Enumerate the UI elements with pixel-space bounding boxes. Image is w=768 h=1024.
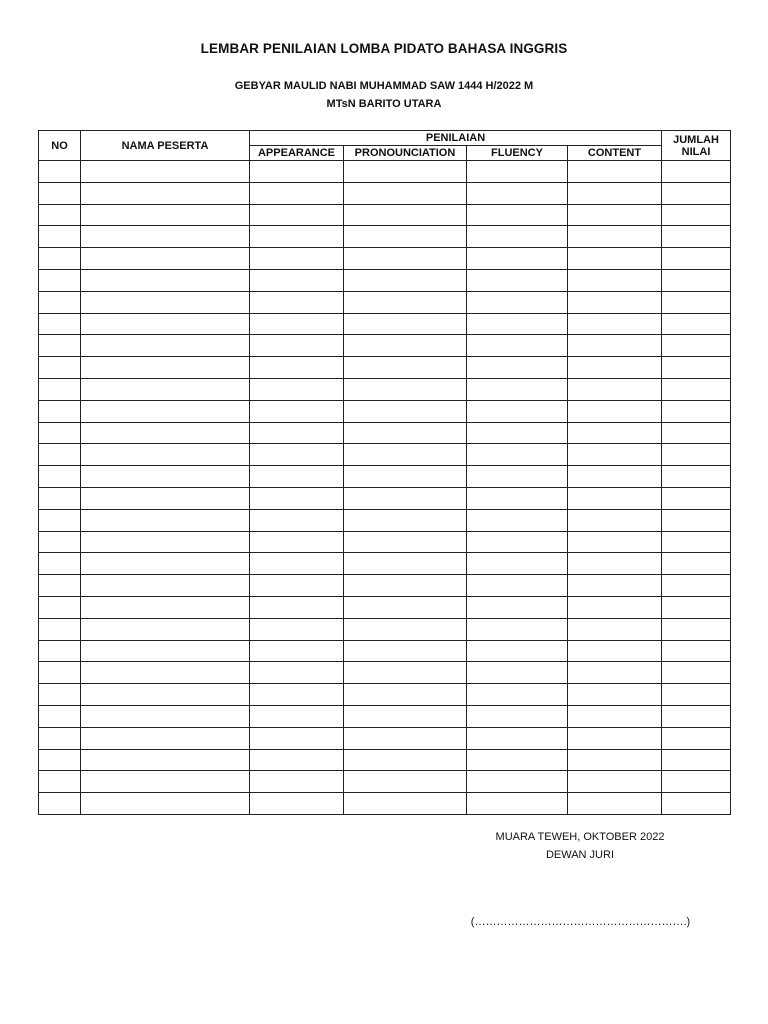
cell-jumlah-nilai[interactable] (662, 487, 731, 509)
document-subtitle-school: MTsN BARITO UTARA (326, 98, 442, 110)
cell-fluency[interactable] (467, 378, 568, 400)
table-row (39, 204, 731, 226)
cell-nama-peserta[interactable] (81, 684, 250, 706)
cell-no[interactable] (39, 444, 81, 466)
cell-jumlah-nilai[interactable] (662, 531, 731, 553)
cell-nama-peserta[interactable] (81, 466, 250, 488)
cell-appearance[interactable] (250, 684, 344, 706)
cell-fluency[interactable] (467, 400, 568, 422)
cell-pronounciation[interactable] (344, 204, 467, 226)
cell-pronounciation[interactable] (344, 422, 467, 444)
cell-fluency[interactable] (467, 466, 568, 488)
cell-nama-peserta[interactable] (81, 182, 250, 204)
table-row (39, 771, 731, 793)
cell-no[interactable] (39, 378, 81, 400)
cell-no[interactable] (39, 182, 81, 204)
cell-fluency[interactable] (467, 226, 568, 248)
cell-appearance[interactable] (250, 662, 344, 684)
signature-line: (………………………………………………….) (470, 916, 691, 928)
cell-pronounciation[interactable] (344, 705, 467, 727)
cell-pronounciation[interactable] (344, 182, 467, 204)
table-row (39, 553, 731, 575)
cell-content[interactable] (568, 684, 662, 706)
table-row (39, 509, 731, 531)
cell-pronounciation[interactable] (344, 793, 467, 815)
table-row (39, 705, 731, 727)
cell-no[interactable] (39, 705, 81, 727)
cell-jumlah-nilai[interactable] (662, 248, 731, 270)
table-row (39, 575, 731, 597)
cell-nama-peserta[interactable] (81, 161, 250, 183)
cell-nama-peserta[interactable] (81, 248, 250, 270)
table-row (39, 161, 731, 183)
cell-jumlah-nilai[interactable] (662, 705, 731, 727)
cell-nama-peserta[interactable] (81, 575, 250, 597)
header-jumlah-line: JUMLAH (673, 133, 719, 146)
cell-jumlah-nilai[interactable] (662, 378, 731, 400)
cell-fluency[interactable] (467, 596, 568, 618)
cell-appearance[interactable] (250, 248, 344, 270)
cell-fluency[interactable] (467, 662, 568, 684)
cell-no[interactable] (39, 596, 81, 618)
cell-pronounciation[interactable] (344, 684, 467, 706)
cell-pronounciation[interactable] (344, 727, 467, 749)
cell-pronounciation[interactable] (344, 269, 467, 291)
cell-pronounciation[interactable] (344, 662, 467, 684)
cell-nama-peserta[interactable] (81, 378, 250, 400)
cell-content[interactable] (568, 618, 662, 640)
cell-no[interactable] (39, 291, 81, 313)
cell-jumlah-nilai[interactable] (662, 269, 731, 291)
cell-jumlah-nilai[interactable] (662, 400, 731, 422)
cell-jumlah-nilai[interactable] (662, 422, 731, 444)
cell-fluency[interactable] (467, 161, 568, 183)
document-subtitle-event: GEBYAR MAULID NABI MUHAMMAD SAW 1444 H/2022 M (234, 80, 534, 92)
cell-jumlah-nilai[interactable] (662, 771, 731, 793)
cell-jumlah-nilai[interactable] (662, 182, 731, 204)
cell-fluency[interactable] (467, 509, 568, 531)
cell-nama-peserta[interactable] (81, 553, 250, 575)
cell-no[interactable] (39, 357, 81, 379)
cell-pronounciation[interactable] (344, 596, 467, 618)
cell-pronounciation[interactable] (344, 335, 467, 357)
cell-content[interactable] (568, 182, 662, 204)
cell-jumlah-nilai[interactable] (662, 640, 731, 662)
cell-pronounciation[interactable] (344, 444, 467, 466)
table-row (39, 357, 731, 379)
cell-jumlah-nilai[interactable] (662, 662, 731, 684)
cell-jumlah-nilai[interactable] (662, 749, 731, 771)
cell-content[interactable] (568, 248, 662, 270)
table-row (39, 313, 731, 335)
cell-appearance[interactable] (250, 596, 344, 618)
cell-content[interactable] (568, 422, 662, 444)
cell-fluency[interactable] (467, 444, 568, 466)
cell-content[interactable] (568, 793, 662, 815)
table-row (39, 596, 731, 618)
cell-pronounciation[interactable] (344, 640, 467, 662)
cell-appearance[interactable] (250, 204, 344, 226)
table-row (39, 466, 731, 488)
cell-appearance[interactable] (250, 531, 344, 553)
cell-appearance[interactable] (250, 771, 344, 793)
cell-appearance[interactable] (250, 182, 344, 204)
cell-jumlah-nilai[interactable] (662, 684, 731, 706)
table-row (39, 618, 731, 640)
jury-role: DEWAN JURI (545, 849, 615, 861)
cell-jumlah-nilai[interactable] (662, 226, 731, 248)
cell-content[interactable] (568, 291, 662, 313)
cell-nama-peserta[interactable] (81, 487, 250, 509)
cell-content[interactable] (568, 749, 662, 771)
cell-appearance[interactable] (250, 161, 344, 183)
cell-jumlah-nilai[interactable] (662, 793, 731, 815)
cell-fluency[interactable] (467, 640, 568, 662)
table-row (39, 662, 731, 684)
cell-no[interactable] (39, 749, 81, 771)
cell-fluency[interactable] (467, 182, 568, 204)
cell-content[interactable] (568, 161, 662, 183)
cell-no[interactable] (39, 771, 81, 793)
header-no: NO (39, 131, 81, 161)
cell-appearance[interactable] (250, 553, 344, 575)
cell-content[interactable] (568, 335, 662, 357)
cell-fluency[interactable] (467, 291, 568, 313)
cell-pronounciation[interactable] (344, 313, 467, 335)
cell-no[interactable] (39, 248, 81, 270)
cell-nama-peserta[interactable] (81, 509, 250, 531)
cell-appearance[interactable] (250, 226, 344, 248)
cell-pronounciation[interactable] (344, 487, 467, 509)
cell-no[interactable] (39, 400, 81, 422)
cell-no[interactable] (39, 269, 81, 291)
header-penilaian: PENILAIAN (250, 131, 662, 146)
cell-jumlah-nilai[interactable] (662, 357, 731, 379)
cell-jumlah-nilai[interactable] (662, 204, 731, 226)
cell-no[interactable] (39, 640, 81, 662)
table-row (39, 182, 731, 204)
cell-nama-peserta[interactable] (81, 291, 250, 313)
cell-fluency[interactable] (467, 575, 568, 597)
cell-fluency[interactable] (467, 553, 568, 575)
cell-jumlah-nilai[interactable] (662, 291, 731, 313)
cell-appearance[interactable] (250, 575, 344, 597)
cell-no[interactable] (39, 531, 81, 553)
cell-pronounciation[interactable] (344, 531, 467, 553)
cell-jumlah-nilai[interactable] (662, 466, 731, 488)
cell-content[interactable] (568, 531, 662, 553)
cell-fluency[interactable] (467, 531, 568, 553)
cell-jumlah-nilai[interactable] (662, 313, 731, 335)
table-row (39, 248, 731, 270)
table-row (39, 291, 731, 313)
cell-jumlah-nilai[interactable] (662, 618, 731, 640)
cell-pronounciation[interactable] (344, 509, 467, 531)
cell-nama-peserta[interactable] (81, 313, 250, 335)
cell-nama-peserta[interactable] (81, 640, 250, 662)
cell-appearance[interactable] (250, 705, 344, 727)
table-row (39, 422, 731, 444)
cell-no[interactable] (39, 487, 81, 509)
cell-nama-peserta[interactable] (81, 444, 250, 466)
cell-appearance[interactable] (250, 793, 344, 815)
cell-nama-peserta[interactable] (81, 705, 250, 727)
cell-nama-peserta[interactable] (81, 793, 250, 815)
cell-nama-peserta[interactable] (81, 400, 250, 422)
scoring-table (38, 130, 731, 815)
cell-content[interactable] (568, 466, 662, 488)
cell-pronounciation[interactable] (344, 400, 467, 422)
cell-nama-peserta[interactable] (81, 335, 250, 357)
document-title: LEMBAR PENILAIAN LOMBA PIDATO BAHASA INGGRIS (200, 41, 568, 56)
place-date: MUARA TEWEH, OKTOBER 2022 (495, 831, 665, 843)
cell-fluency[interactable] (467, 749, 568, 771)
cell-content[interactable] (568, 400, 662, 422)
table-row (39, 793, 731, 815)
cell-jumlah-nilai[interactable] (662, 509, 731, 531)
cell-pronounciation[interactable] (344, 466, 467, 488)
cell-jumlah-nilai[interactable] (662, 553, 731, 575)
cell-appearance[interactable] (250, 269, 344, 291)
cell-fluency[interactable] (467, 204, 568, 226)
table-row (39, 400, 731, 422)
cell-no[interactable] (39, 204, 81, 226)
cell-appearance[interactable] (250, 422, 344, 444)
cell-fluency[interactable] (467, 422, 568, 444)
cell-appearance[interactable] (250, 487, 344, 509)
cell-content[interactable] (568, 575, 662, 597)
cell-no[interactable] (39, 575, 81, 597)
cell-jumlah-nilai[interactable] (662, 596, 731, 618)
cell-appearance[interactable] (250, 400, 344, 422)
cell-jumlah-nilai[interactable] (662, 727, 731, 749)
cell-content[interactable] (568, 313, 662, 335)
cell-content[interactable] (568, 596, 662, 618)
cell-fluency[interactable] (467, 618, 568, 640)
cell-nama-peserta[interactable] (81, 226, 250, 248)
table-row (39, 727, 731, 749)
cell-nama-peserta[interactable] (81, 618, 250, 640)
cell-jumlah-nilai[interactable] (662, 335, 731, 357)
cell-nama-peserta[interactable] (81, 357, 250, 379)
cell-fluency[interactable] (467, 771, 568, 793)
cell-content[interactable] (568, 378, 662, 400)
cell-content[interactable] (568, 269, 662, 291)
cell-content[interactable] (568, 509, 662, 531)
cell-appearance[interactable] (250, 313, 344, 335)
cell-fluency[interactable] (467, 248, 568, 270)
cell-fluency[interactable] (467, 313, 568, 335)
table-row (39, 269, 731, 291)
cell-no[interactable] (39, 509, 81, 531)
cell-appearance[interactable] (250, 727, 344, 749)
cell-pronounciation[interactable] (344, 771, 467, 793)
cell-fluency[interactable] (467, 335, 568, 357)
cell-fluency[interactable] (467, 487, 568, 509)
cell-no[interactable] (39, 422, 81, 444)
cell-content[interactable] (568, 705, 662, 727)
cell-nama-peserta[interactable] (81, 422, 250, 444)
table-row (39, 226, 731, 248)
cell-nama-peserta[interactable] (81, 204, 250, 226)
cell-fluency[interactable] (467, 705, 568, 727)
header-appearance: APPEARANCE (250, 146, 344, 161)
cell-pronounciation[interactable] (344, 161, 467, 183)
header-nama-peserta: NAMA PESERTA (81, 131, 250, 161)
cell-pronounciation[interactable] (344, 618, 467, 640)
cell-pronounciation[interactable] (344, 357, 467, 379)
cell-content[interactable] (568, 487, 662, 509)
cell-content[interactable] (568, 553, 662, 575)
cell-appearance[interactable] (250, 749, 344, 771)
cell-pronounciation[interactable] (344, 248, 467, 270)
cell-jumlah-nilai[interactable] (662, 575, 731, 597)
cell-no[interactable] (39, 684, 81, 706)
table-row (39, 378, 731, 400)
table-row (39, 749, 731, 771)
table-row (39, 640, 731, 662)
cell-fluency[interactable] (467, 269, 568, 291)
cell-pronounciation[interactable] (344, 226, 467, 248)
cell-content[interactable] (568, 357, 662, 379)
cell-fluency[interactable] (467, 357, 568, 379)
header-fluency: FLUENCY (467, 146, 568, 161)
cell-appearance[interactable] (250, 509, 344, 531)
cell-fluency[interactable] (467, 793, 568, 815)
cell-no[interactable] (39, 466, 81, 488)
table-row (39, 684, 731, 706)
cell-nama-peserta[interactable] (81, 771, 250, 793)
cell-pronounciation[interactable] (344, 553, 467, 575)
cell-pronounciation[interactable] (344, 378, 467, 400)
cell-no[interactable] (39, 618, 81, 640)
cell-appearance[interactable] (250, 378, 344, 400)
cell-pronounciation[interactable] (344, 575, 467, 597)
cell-jumlah-nilai[interactable] (662, 161, 731, 183)
cell-appearance[interactable] (250, 618, 344, 640)
cell-pronounciation[interactable] (344, 291, 467, 313)
cell-no[interactable] (39, 335, 81, 357)
cell-fluency[interactable] (467, 684, 568, 706)
header-pronounciation: PRONOUNCIATION (344, 146, 467, 161)
cell-no[interactable] (39, 226, 81, 248)
cell-content[interactable] (568, 226, 662, 248)
cell-no[interactable] (39, 313, 81, 335)
cell-fluency[interactable] (467, 727, 568, 749)
table-row (39, 531, 731, 553)
cell-content[interactable] (568, 662, 662, 684)
cell-nama-peserta[interactable] (81, 662, 250, 684)
cell-appearance[interactable] (250, 335, 344, 357)
cell-no[interactable] (39, 793, 81, 815)
header-content: CONTENT (568, 146, 662, 161)
table-row (39, 487, 731, 509)
cell-appearance[interactable] (250, 357, 344, 379)
cell-appearance[interactable] (250, 291, 344, 313)
table-row (39, 444, 731, 466)
table-row (39, 335, 731, 357)
cell-appearance[interactable] (250, 444, 344, 466)
cell-content[interactable] (568, 727, 662, 749)
cell-content[interactable] (568, 640, 662, 662)
cell-content[interactable] (568, 771, 662, 793)
cell-nama-peserta[interactable] (81, 269, 250, 291)
cell-jumlah-nilai[interactable] (662, 444, 731, 466)
cell-no[interactable] (39, 727, 81, 749)
cell-no[interactable] (39, 662, 81, 684)
header-jumlah-nilai (662, 131, 731, 161)
cell-appearance[interactable] (250, 640, 344, 662)
cell-no[interactable] (39, 161, 81, 183)
cell-pronounciation[interactable] (344, 749, 467, 771)
cell-appearance[interactable] (250, 466, 344, 488)
cell-content[interactable] (568, 444, 662, 466)
cell-nama-peserta[interactable] (81, 727, 250, 749)
cell-content[interactable] (568, 204, 662, 226)
cell-nama-peserta[interactable] (81, 749, 250, 771)
cell-nama-peserta[interactable] (81, 531, 250, 553)
cell-no[interactable] (39, 553, 81, 575)
scoring-table-body (39, 161, 731, 815)
cell-nama-peserta[interactable] (81, 596, 250, 618)
header-nilai-line: NILAI (681, 145, 711, 158)
